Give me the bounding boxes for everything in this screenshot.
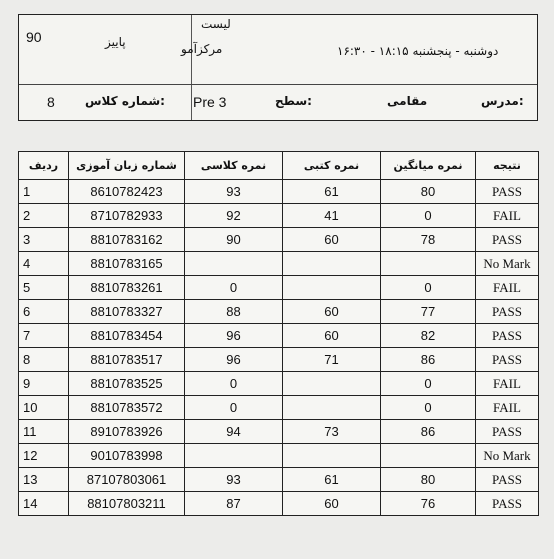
table-row (19, 468, 539, 492)
average-score-cell: 0 (381, 372, 476, 396)
average-score-cell: 0 (381, 396, 476, 420)
table-row (19, 300, 539, 324)
written-score-cell (283, 444, 381, 468)
level-value: Pre 3 (193, 94, 227, 110)
student-id-cell: 8810783327 (69, 300, 185, 324)
class-score-cell: 0 (185, 372, 283, 396)
student-id-cell: 8810783165 (69, 252, 185, 276)
student-id-cell: 8810783454 (69, 324, 185, 348)
table-header-row (19, 152, 539, 180)
class-score-cell: 92 (185, 204, 283, 228)
class-score-cell: 0 (185, 396, 283, 420)
written-score-cell: 61 (283, 180, 381, 204)
written-score-cell (283, 396, 381, 420)
class-score-cell: 88 (185, 300, 283, 324)
row-number-cell: 10 (19, 396, 69, 420)
class-score-cell: 94 (185, 420, 283, 444)
student-id-cell: 87107803061 (69, 468, 185, 492)
student-id-cell: 8910783926 (69, 420, 185, 444)
table-row (19, 348, 539, 372)
row-number-cell: 6 (19, 300, 69, 324)
written-score-cell: 71 (283, 348, 381, 372)
class-score-cell (185, 444, 283, 468)
class-number-value: 8 (47, 94, 55, 110)
center-label: مرکزآمو (181, 42, 223, 56)
written-score-cell: 60 (283, 324, 381, 348)
result-cell: No Mark (476, 444, 539, 468)
written-score-cell: 60 (283, 492, 381, 516)
col-header-row-number: ردیف (19, 152, 69, 180)
class-score-cell: 93 (185, 468, 283, 492)
teacher-value: مقامی (387, 94, 428, 108)
student-id-cell: 8610782423 (69, 180, 185, 204)
written-score-cell: 60 (283, 300, 381, 324)
written-score-cell: 73 (283, 420, 381, 444)
student-id-cell: 8810783162 (69, 228, 185, 252)
col-header-result: نتیجه (476, 152, 539, 180)
table-row (19, 204, 539, 228)
average-score-cell: 82 (381, 324, 476, 348)
written-score-cell: 41 (283, 204, 381, 228)
table-row (19, 372, 539, 396)
student-id-cell: 8810783525 (69, 372, 185, 396)
header-horizontal-divider (19, 84, 537, 85)
count-value: 90 (26, 29, 42, 45)
table-row (19, 420, 539, 444)
row-number-cell: 1 (19, 180, 69, 204)
class-score-cell: 87 (185, 492, 283, 516)
table-row (19, 444, 539, 468)
average-score-cell: 76 (381, 492, 476, 516)
table-row (19, 180, 539, 204)
list-label: لیست (201, 17, 231, 31)
row-number-cell: 14 (19, 492, 69, 516)
row-number-cell: 4 (19, 252, 69, 276)
table-row (19, 324, 539, 348)
average-score-cell (381, 444, 476, 468)
student-id-cell: 8810783572 (69, 396, 185, 420)
written-score-cell (283, 276, 381, 300)
result-cell: PASS (476, 468, 539, 492)
result-cell: PASS (476, 348, 539, 372)
average-score-cell: 86 (381, 348, 476, 372)
class-number-label: شماره کلاس: (85, 94, 165, 108)
result-cell: FAIL (476, 276, 539, 300)
class-score-cell: 0 (185, 276, 283, 300)
table-row (19, 396, 539, 420)
table-row (19, 276, 539, 300)
result-cell: PASS (476, 180, 539, 204)
student-id-cell: 8810783261 (69, 276, 185, 300)
col-header-written-score: نمره کتبی (283, 152, 381, 180)
student-id-cell: 88107803211 (69, 492, 185, 516)
row-number-cell: 13 (19, 468, 69, 492)
average-score-cell: 86 (381, 420, 476, 444)
average-score-cell: 78 (381, 228, 476, 252)
row-number-cell: 9 (19, 372, 69, 396)
average-score-cell: 77 (381, 300, 476, 324)
result-cell: PASS (476, 492, 539, 516)
written-score-cell: 60 (283, 228, 381, 252)
row-number-cell: 8 (19, 348, 69, 372)
row-number-cell: 11 (19, 420, 69, 444)
average-score-cell (381, 252, 476, 276)
col-header-average-score: نمره میانگین (381, 152, 476, 180)
header-vertical-divider (191, 15, 192, 120)
result-cell: FAIL (476, 372, 539, 396)
row-number-cell: 5 (19, 276, 69, 300)
average-score-cell: 80 (381, 180, 476, 204)
class-score-cell: 96 (185, 324, 283, 348)
result-cell: FAIL (476, 204, 539, 228)
row-number-cell: 12 (19, 444, 69, 468)
average-score-cell: 0 (381, 204, 476, 228)
written-score-cell: 61 (283, 468, 381, 492)
result-cell: PASS (476, 300, 539, 324)
teacher-label: مدرس: (481, 94, 524, 108)
average-score-cell: 80 (381, 468, 476, 492)
table-row (19, 252, 539, 276)
written-score-cell (283, 372, 381, 396)
schedule-text: دوشنبه - پنجشنبه ۱۸:۱۵ - ۱۶:۳۰ (337, 44, 499, 58)
result-cell: No Mark (476, 252, 539, 276)
table-row (19, 228, 539, 252)
col-header-class-score: نمره کلاسی (185, 152, 283, 180)
student-id-cell: 9010783998 (69, 444, 185, 468)
header-box (18, 14, 538, 121)
result-cell: PASS (476, 324, 539, 348)
row-number-cell: 3 (19, 228, 69, 252)
class-score-cell: 93 (185, 180, 283, 204)
class-score-cell: 96 (185, 348, 283, 372)
student-id-cell: 8810783517 (69, 348, 185, 372)
term-label: پاییز (105, 35, 126, 49)
class-score-cell (185, 252, 283, 276)
class-score-cell: 90 (185, 228, 283, 252)
row-number-cell: 7 (19, 324, 69, 348)
row-number-cell: 2 (19, 204, 69, 228)
average-score-cell: 0 (381, 276, 476, 300)
level-label: سطح: (275, 94, 312, 108)
written-score-cell (283, 252, 381, 276)
result-cell: PASS (476, 420, 539, 444)
grades-table (18, 151, 539, 516)
student-id-cell: 8710782933 (69, 204, 185, 228)
table-row (19, 492, 539, 516)
result-cell: PASS (476, 228, 539, 252)
col-header-student-id: شماره زبان آموزی (69, 152, 185, 180)
result-cell: FAIL (476, 396, 539, 420)
